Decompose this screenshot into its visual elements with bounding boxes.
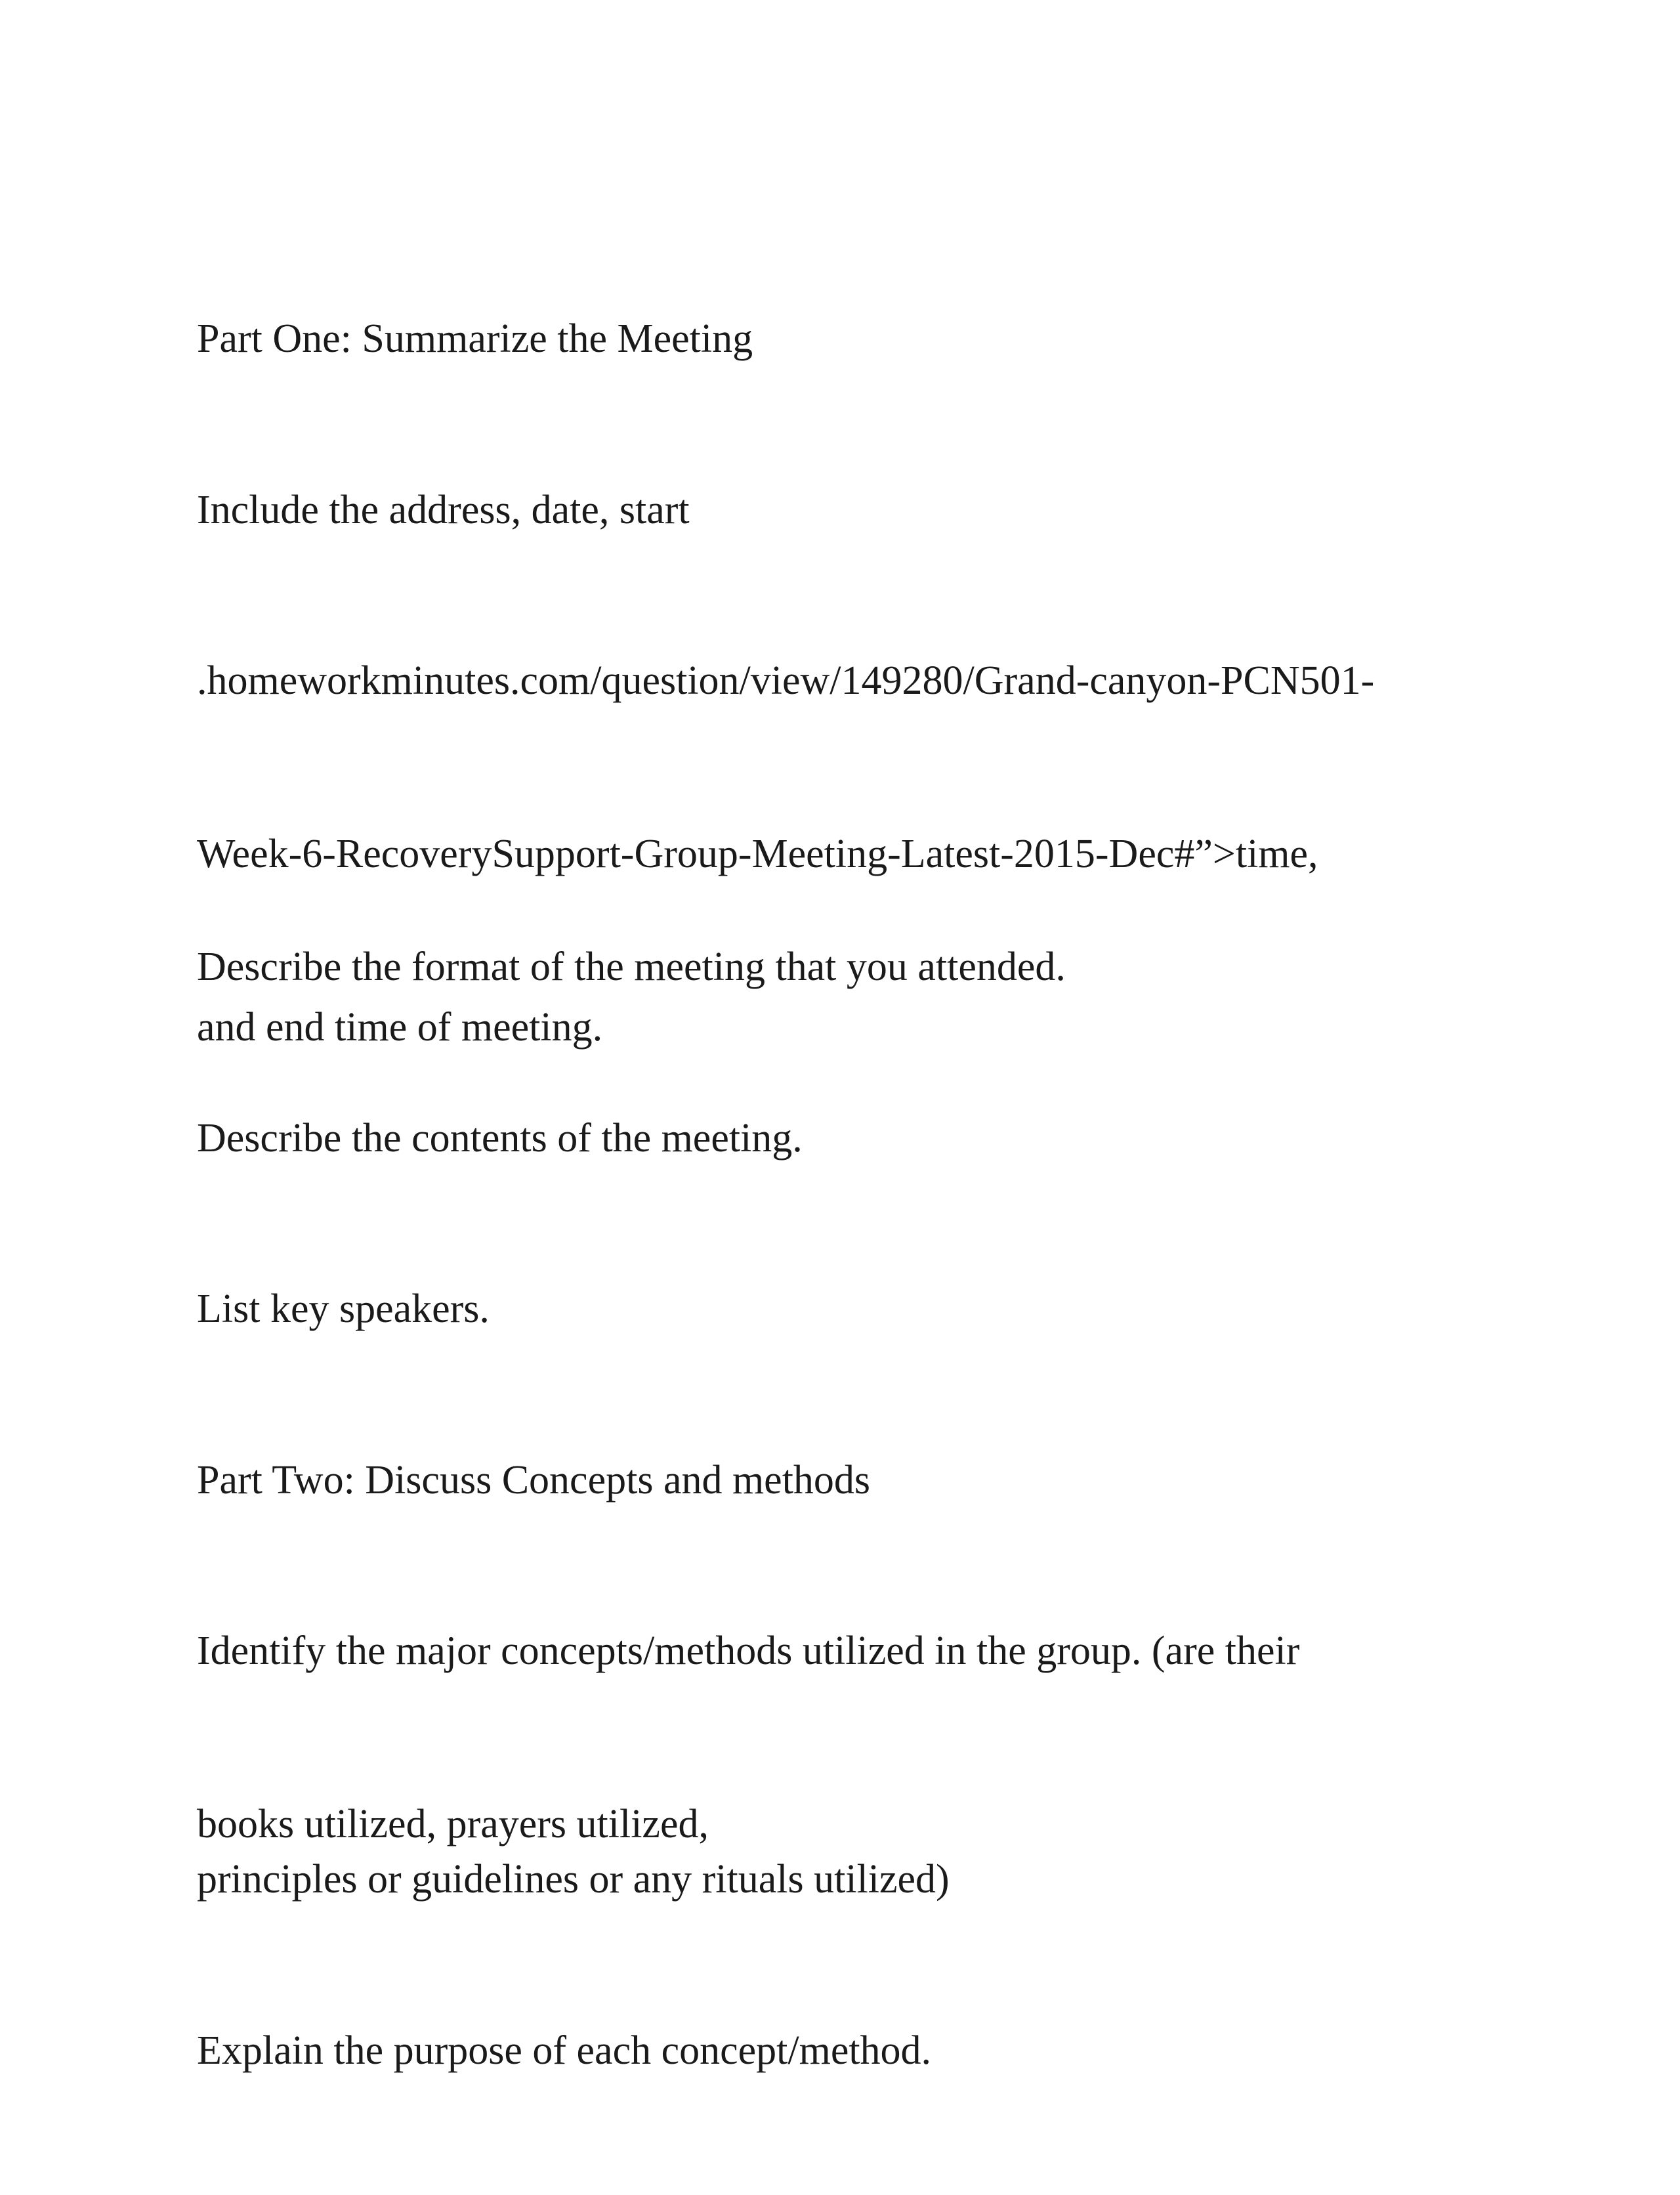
explain-paragraph xyxy=(197,1906,1509,2195)
contents-text: Describe the contents of the meeting. xyxy=(197,1116,803,1161)
part-one-heading-text: Part One: Summarize the Meeting xyxy=(197,316,753,361)
url-line-3: and end time of meeting. xyxy=(197,1005,603,1050)
include-text: Include the address, date, start xyxy=(197,488,690,532)
speakers-text: List key speakers. xyxy=(197,1287,490,1331)
identify-line-2: books utilized, prayers utilized, xyxy=(197,1802,709,1846)
identify-line-1: Identify the major concepts/methods utilized in the group. (are their xyxy=(197,1629,1300,1673)
principles-text: principles or guidelines or any rituals utilized) xyxy=(197,1857,950,1902)
part-two-heading-text: Part Two: Discuss Concepts and methods xyxy=(197,1458,871,1502)
url-line-2: Week-6-RecoverySupport-Group-Meeting-Latest-2015-Dec#”>time, xyxy=(197,832,1318,876)
format-text: Describe the format of the meeting that you attended. xyxy=(197,945,1066,989)
url-line-1: .homeworkminutes.com/question/view/149280/Grand-canyon-PCN501- xyxy=(197,658,1375,703)
explain-text: Explain the purpose of each concept/method. xyxy=(197,2028,932,2073)
